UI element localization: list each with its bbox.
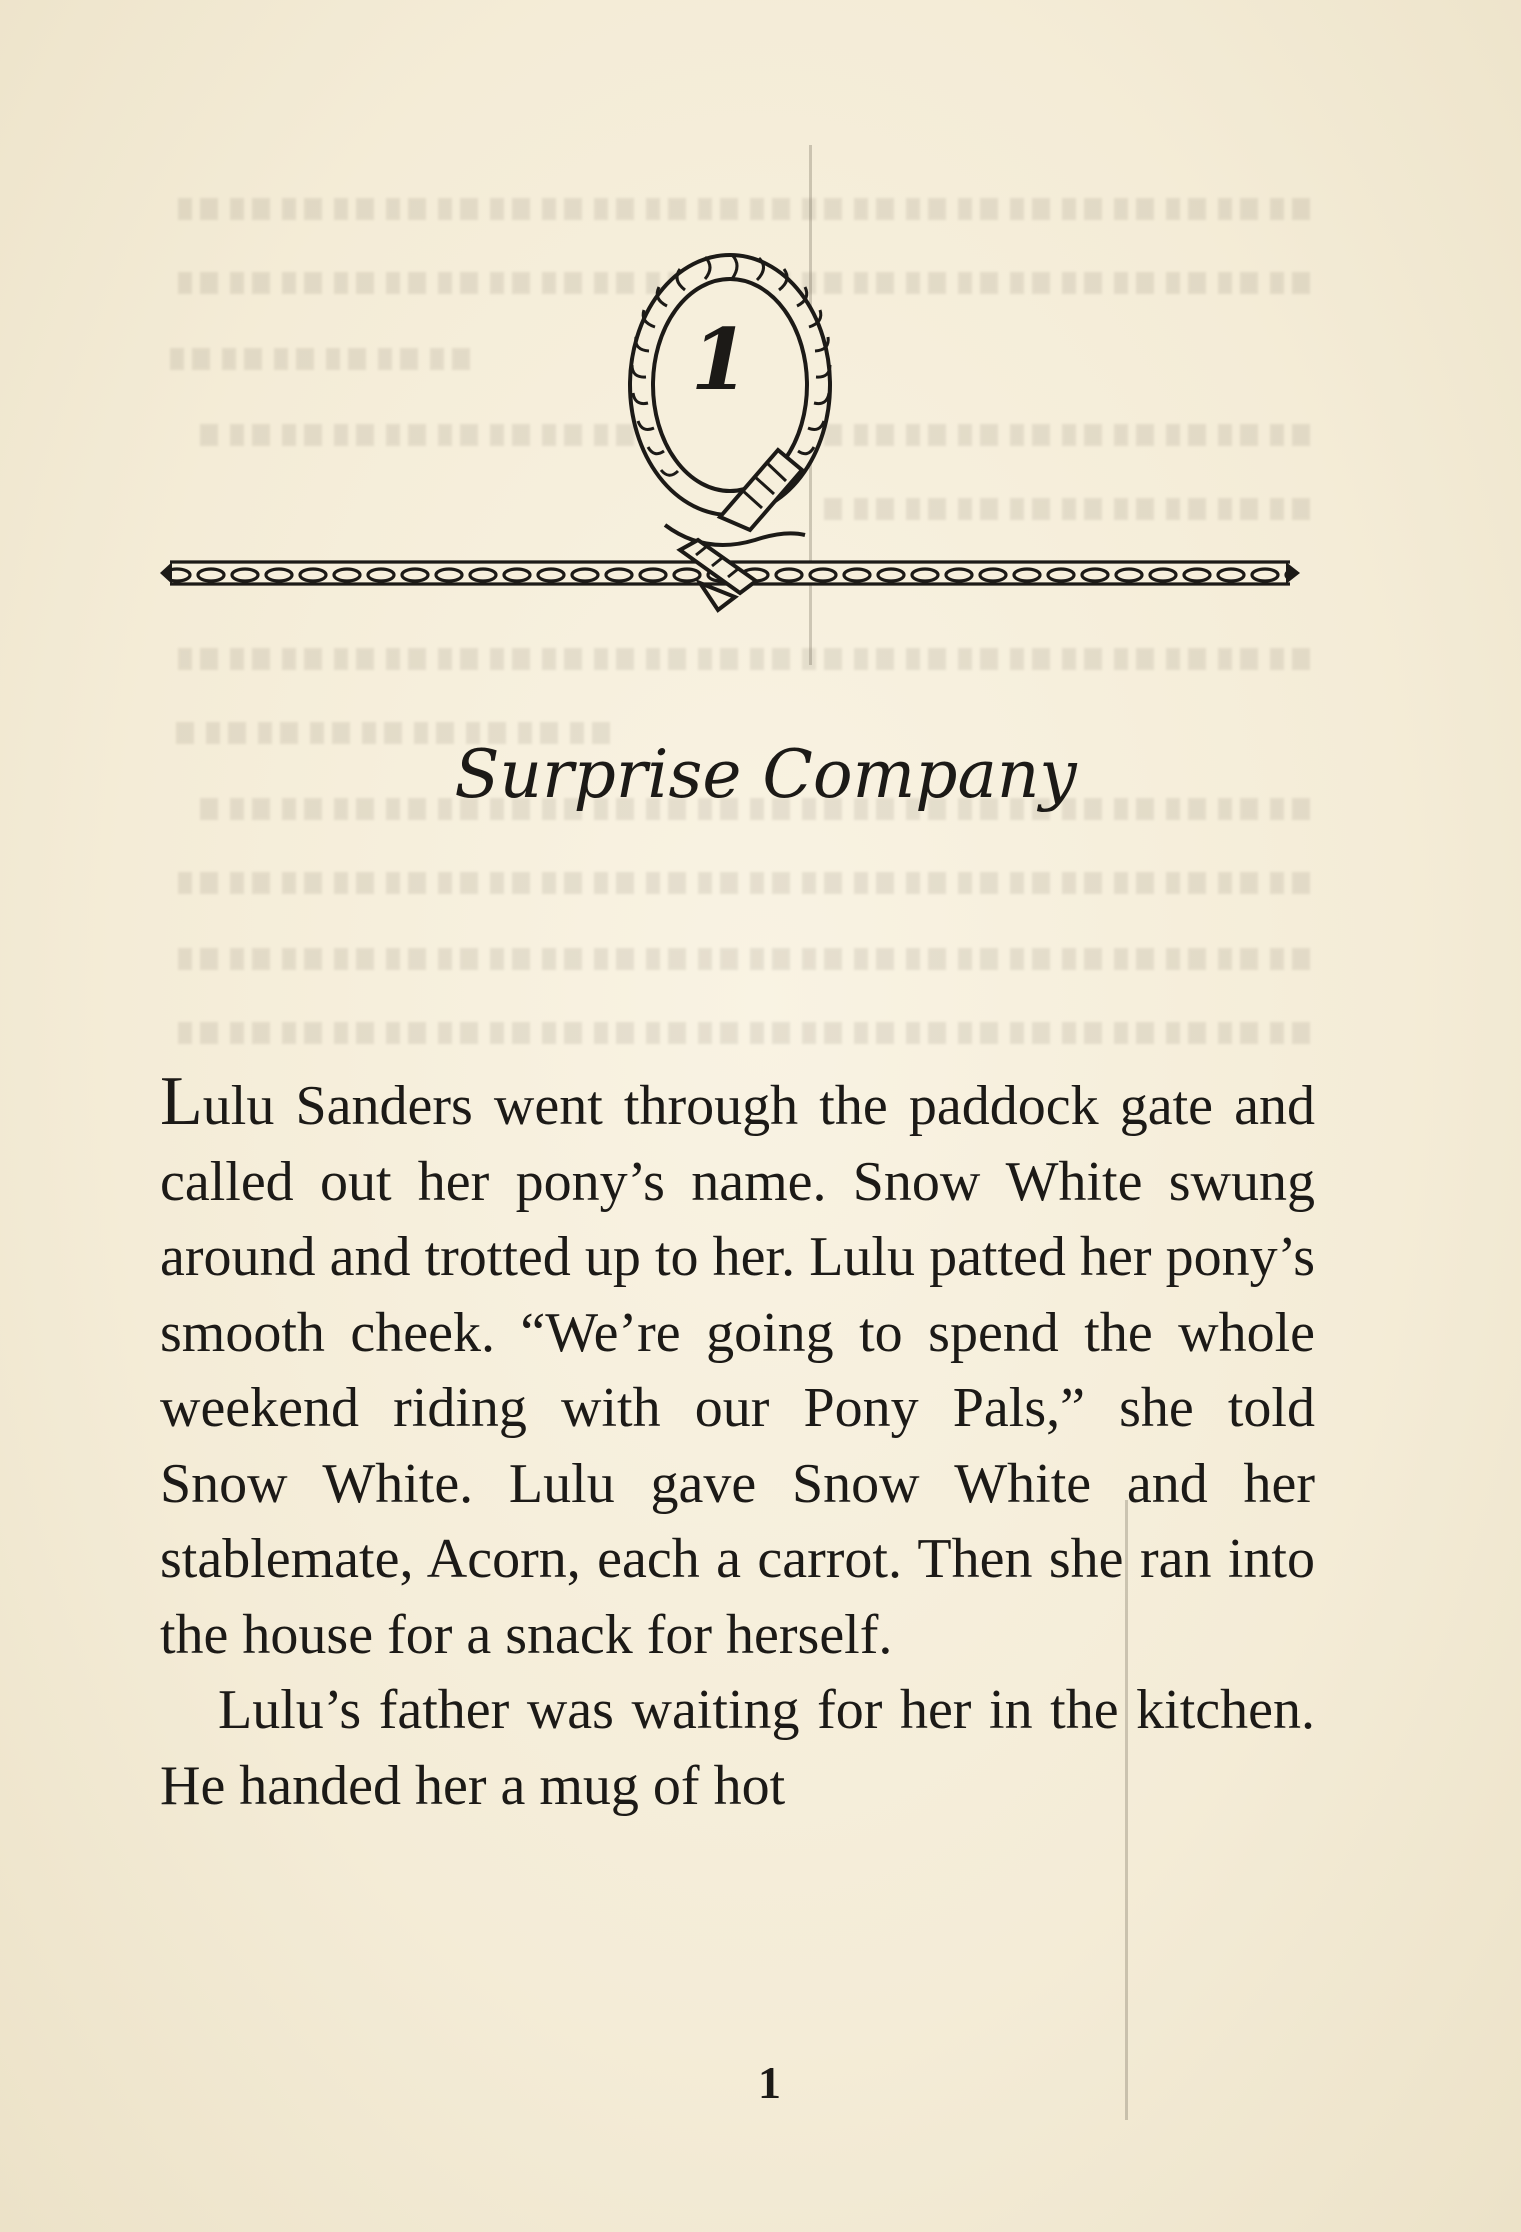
page-number: 1 [758, 2057, 781, 2108]
paragraph-text: ulu Sanders went through the paddock gate and called out her pony’s name. Snow White swung around and trotted up to her. Lulu patted her pony’s smooth cheek. “We’re going to spend the whole weekend riding with our Pony Pals,” she told Snow White. Lulu gave Snow White and her stablemate, Acorn, each a carrot. Then she ran into the house for a snack for herself. [160, 1075, 1315, 1666]
chapter-number: 1 [690, 310, 750, 409]
paragraph [160, 1064, 1315, 1673]
paragraph-text: Lulu’s father was waiting for her in the kitchen. He handed her a mug of hot [160, 1679, 1315, 1817]
chapter-title: Surprise Company [454, 736, 1077, 813]
rope-knot-emblem-icon [160, 225, 1310, 625]
paragraph [160, 1673, 1315, 1824]
chapter-body [160, 1064, 1315, 1824]
drop-cap: L [160, 1063, 203, 1140]
